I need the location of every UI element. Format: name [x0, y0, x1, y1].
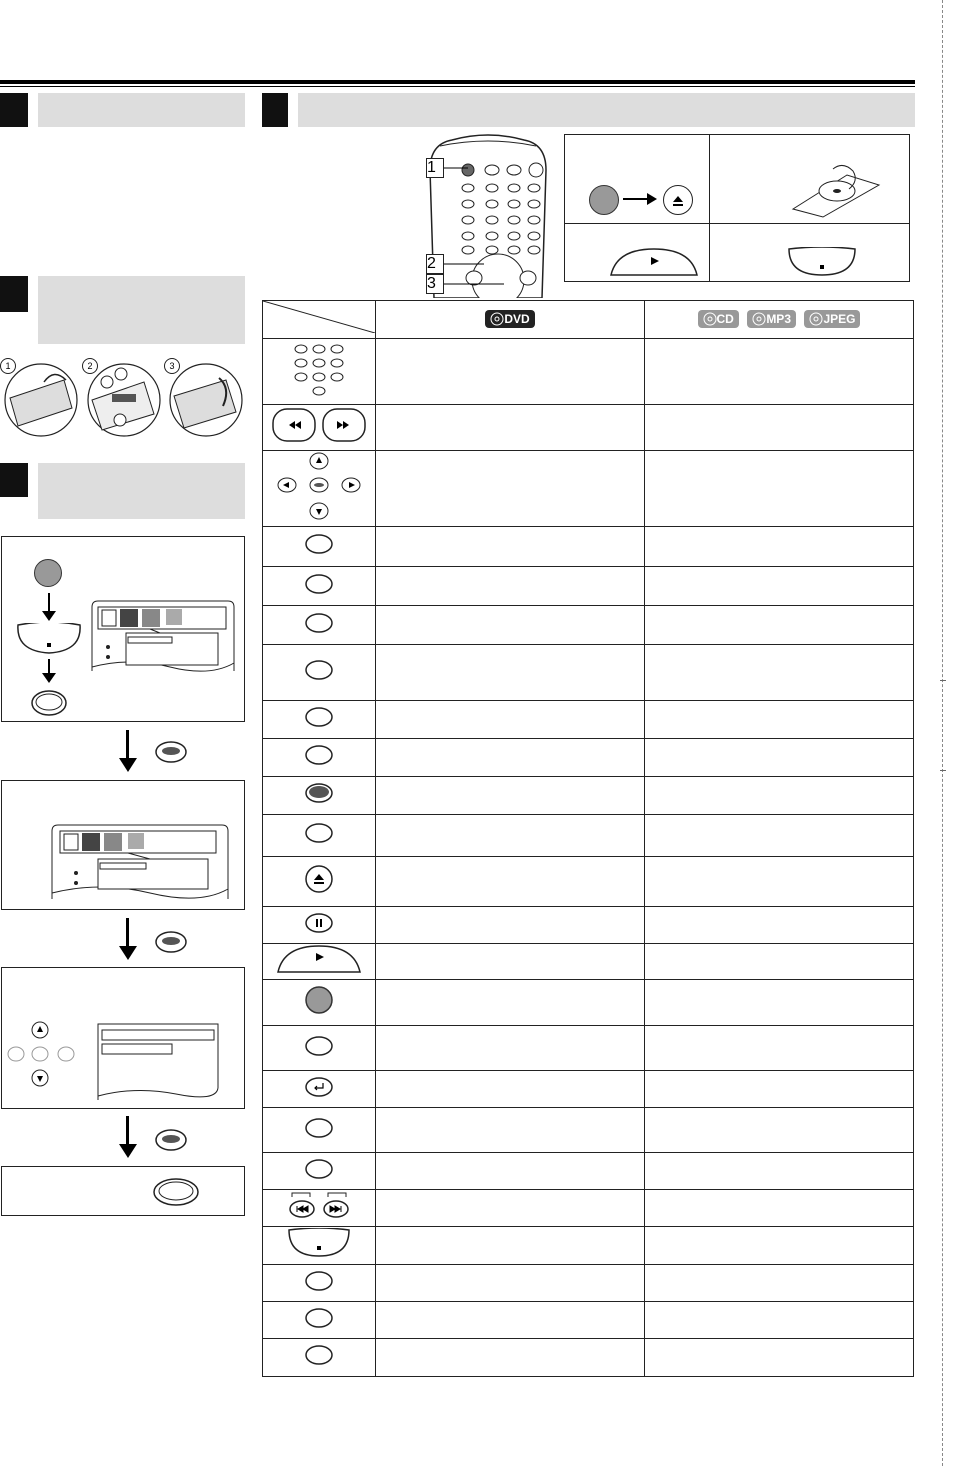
setup-button[interactable] — [34, 559, 62, 587]
play-button[interactable] — [609, 247, 699, 277]
oval-button-icon[interactable] — [304, 573, 334, 595]
skip-icon[interactable] — [284, 1191, 354, 1221]
return-button[interactable] — [152, 1177, 200, 1207]
oval-button-cell — [263, 1265, 376, 1302]
arrow-head — [119, 946, 137, 960]
stop-button[interactable] — [16, 623, 82, 655]
dvd-function-cell — [376, 980, 645, 1026]
button-function-table — [262, 300, 914, 1377]
disc-icon — [809, 312, 823, 326]
arrow-head — [119, 758, 137, 772]
operation-steps-box — [564, 134, 910, 282]
oval-button-cell — [263, 1302, 376, 1339]
table-row — [263, 1227, 914, 1265]
step-number: 3 — [164, 358, 180, 374]
oval-button-cell — [263, 645, 376, 701]
dvd-function-cell — [376, 339, 645, 405]
other-function-cell — [645, 777, 914, 815]
dvd-function-cell — [376, 944, 645, 980]
divider — [565, 223, 909, 224]
other-function-cell — [645, 739, 914, 777]
other-function-cell — [645, 1026, 914, 1071]
stop-cell — [263, 1227, 376, 1265]
other-function-cell — [645, 339, 914, 405]
arrow-head — [119, 1144, 137, 1158]
oval-button-icon[interactable] — [304, 1270, 334, 1292]
play-icon[interactable] — [276, 944, 362, 974]
dvd-function-cell — [376, 777, 645, 815]
arrow-head — [42, 611, 56, 621]
oval-button-icon[interactable] — [304, 533, 334, 555]
other-function-cell — [645, 606, 914, 645]
dvd-function-cell — [376, 1227, 645, 1265]
table-row — [263, 1302, 914, 1339]
dvd-function-cell — [376, 1026, 645, 1071]
other-function-cell — [645, 567, 914, 606]
cursor-keys-icon[interactable] — [271, 451, 367, 521]
other-function-cell — [645, 527, 914, 567]
cut-line — [942, 0, 943, 1466]
dvd-function-cell — [376, 815, 645, 857]
open-close-button[interactable] — [663, 185, 693, 215]
table-row — [263, 339, 914, 405]
oval-button-cell — [263, 1026, 376, 1071]
dvd-function-cell — [376, 1153, 645, 1190]
cut-tick — [940, 680, 946, 681]
rewind-forward-icon[interactable] — [269, 405, 369, 445]
stop-icon[interactable] — [287, 1228, 351, 1258]
other-function-cell — [645, 1108, 914, 1153]
table-row — [263, 857, 914, 907]
oval-button-icon[interactable] — [304, 1307, 334, 1329]
other-function-cell — [645, 907, 914, 944]
oval-button-cell — [263, 606, 376, 645]
mp3-badge-label: MP3 — [766, 312, 791, 327]
enter-button-small[interactable] — [154, 740, 188, 764]
oval-button-cell — [263, 527, 376, 567]
open-close-cell — [263, 857, 376, 907]
dvd-function-cell — [376, 606, 645, 645]
dvd-function-cell — [376, 527, 645, 567]
disc-icon — [752, 312, 766, 326]
power-button[interactable] — [589, 185, 619, 215]
callout-label: 3 — [426, 274, 444, 294]
number-keys-icon[interactable] — [289, 339, 349, 399]
table-row — [263, 567, 914, 606]
callout-label: 2 — [426, 254, 444, 274]
dvd-function-cell — [376, 907, 645, 944]
table-row — [263, 405, 914, 451]
oval-button-icon[interactable] — [304, 612, 334, 634]
jpeg-badge-label: JPEG — [823, 312, 856, 327]
oval-button-icon[interactable] — [304, 822, 334, 844]
number-keys-cell — [263, 339, 376, 405]
diagonal-line — [263, 301, 375, 333]
other-function-cell — [645, 1339, 914, 1377]
arrow-right — [623, 191, 657, 207]
dvd-function-cell — [376, 1071, 645, 1108]
power-button-icon[interactable] — [304, 985, 334, 1015]
disc-tray-illustration — [787, 155, 883, 219]
table-row — [263, 701, 914, 739]
cursor-keys-diagram — [6, 1020, 82, 1090]
callout-lines — [444, 160, 534, 290]
table-header-row — [263, 301, 914, 339]
section-marker — [0, 276, 28, 312]
dvd-function-cell — [376, 739, 645, 777]
cd-badge — [698, 310, 739, 328]
dvd-function-cell — [376, 1302, 645, 1339]
return-icon[interactable] — [304, 1076, 334, 1098]
dvd-function-cell — [376, 451, 645, 527]
step-number: 2 — [82, 358, 98, 374]
table-row — [263, 1071, 914, 1108]
disc-icon — [490, 312, 504, 326]
top-rule-thin — [0, 86, 915, 87]
table-row — [263, 1153, 914, 1190]
table-row — [263, 1339, 914, 1377]
oval-button-cell — [263, 701, 376, 739]
other-function-cell — [645, 1190, 914, 1227]
play-cell — [263, 944, 376, 980]
table-row — [263, 739, 914, 777]
section-heading-bar — [38, 463, 245, 519]
top-rule-thick — [0, 80, 915, 84]
tv-screen-submenu — [96, 1022, 222, 1102]
section-marker — [0, 93, 28, 127]
table-row — [263, 1026, 914, 1071]
table-row — [263, 907, 914, 944]
oval-button-icon[interactable] — [304, 1117, 334, 1139]
step-number: 1 — [0, 358, 16, 374]
callout-label: 1 — [426, 158, 444, 178]
oval-button-icon[interactable] — [304, 1035, 334, 1057]
oval-button-icon[interactable] — [304, 1344, 334, 1366]
dvd-function-cell — [376, 701, 645, 739]
oval-button-cell — [263, 739, 376, 777]
battery-illustrations — [4, 360, 244, 442]
table-row — [263, 980, 914, 1026]
section-marker — [0, 463, 28, 497]
oval-button-icon[interactable] — [304, 659, 334, 681]
enter-button-icon[interactable] — [304, 782, 334, 804]
jpeg-badge — [804, 310, 860, 328]
section-marker — [262, 93, 288, 127]
cd-badge-label: CD — [716, 312, 734, 327]
oval-button-cell — [263, 1153, 376, 1190]
table-row — [263, 1108, 914, 1153]
other-function-cell — [645, 405, 914, 451]
enter-button-small[interactable] — [154, 1128, 188, 1152]
oval-button-cell — [263, 1339, 376, 1377]
dvd-function-cell — [376, 1190, 645, 1227]
other-function-cell — [645, 980, 914, 1026]
menu-final-box — [1, 1166, 245, 1216]
mp3-badge — [747, 310, 796, 328]
table-row — [263, 944, 914, 980]
other-function-cell — [645, 645, 914, 701]
header-corner — [263, 301, 376, 339]
oval-button-icon[interactable] — [304, 1158, 334, 1180]
menu-step-box — [1, 967, 245, 1109]
other-function-cell — [645, 944, 914, 980]
menu-step-box — [1, 536, 245, 722]
battery-install-diagram — [4, 360, 244, 442]
dvd-badge-label: DVD — [504, 312, 530, 327]
arrow-head — [42, 673, 56, 683]
dvd-function-cell — [376, 645, 645, 701]
cut-tick — [940, 770, 946, 771]
header-dvd — [376, 301, 645, 339]
table-row — [263, 777, 914, 815]
header-other-discs — [645, 301, 914, 339]
oval-button-icon[interactable] — [304, 706, 334, 728]
pause-icon[interactable] — [304, 912, 334, 934]
tv-screen-menu — [50, 821, 230, 901]
other-function-cell — [645, 1227, 914, 1265]
oval-button-cell — [263, 815, 376, 857]
tv-screen-menu — [90, 597, 236, 673]
other-function-cell — [645, 701, 914, 739]
table-row — [263, 451, 914, 527]
pause-cell — [263, 907, 376, 944]
dvd-function-cell — [376, 567, 645, 606]
enter-button-cell — [263, 777, 376, 815]
table-row — [263, 815, 914, 857]
dvd-function-cell — [376, 1108, 645, 1153]
skip-cell — [263, 1190, 376, 1227]
section-heading-bar — [298, 93, 915, 127]
oval-button-icon[interactable] — [304, 744, 334, 766]
eject-icon — [664, 186, 692, 214]
section-heading-bar — [38, 276, 245, 344]
other-function-cell — [645, 857, 914, 907]
eject-icon[interactable] — [304, 864, 334, 894]
return-cell — [263, 1071, 376, 1108]
search-keys-cell — [263, 405, 376, 451]
dvd-badge — [485, 310, 534, 328]
dvd-function-cell — [376, 1339, 645, 1377]
table-row — [263, 1190, 914, 1227]
dvd-function-cell — [376, 857, 645, 907]
table-row — [263, 645, 914, 701]
dvd-function-cell — [376, 405, 645, 451]
enter-button[interactable] — [30, 689, 68, 717]
oval-button-cell — [263, 1108, 376, 1153]
menu-step-box — [1, 780, 245, 910]
table-row — [263, 606, 914, 645]
other-function-cell — [645, 451, 914, 527]
table-row — [263, 527, 914, 567]
enter-button-small[interactable] — [154, 930, 188, 954]
stop-button[interactable] — [787, 247, 857, 277]
other-function-cell — [645, 1153, 914, 1190]
disc-icon — [703, 312, 717, 326]
table-row — [263, 1265, 914, 1302]
other-function-cell — [645, 1071, 914, 1108]
oval-button-cell — [263, 567, 376, 606]
cursor-keys-cell — [263, 451, 376, 527]
dvd-function-cell — [376, 1265, 645, 1302]
other-function-cell — [645, 1302, 914, 1339]
power-cell — [263, 980, 376, 1026]
other-function-cell — [645, 1265, 914, 1302]
divider — [709, 135, 710, 281]
section-heading-bar — [38, 93, 245, 127]
other-function-cell — [645, 815, 914, 857]
